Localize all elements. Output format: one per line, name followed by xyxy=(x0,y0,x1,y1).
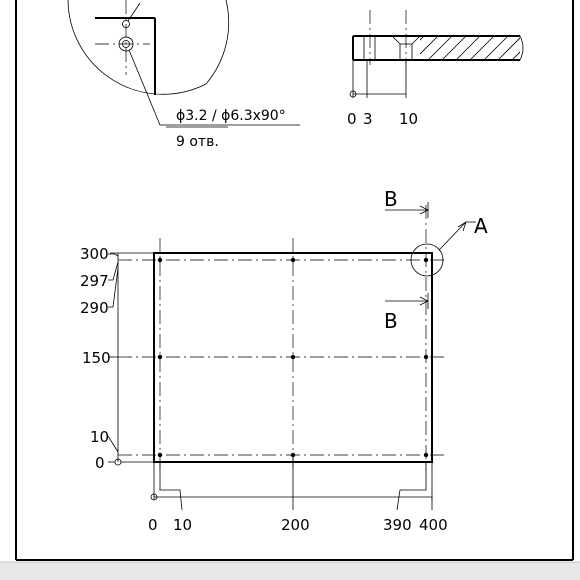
y-dim-290: 290 xyxy=(80,299,109,317)
y-dim-300: 300 xyxy=(80,245,109,263)
section-dim-10: 10 xyxy=(399,110,419,128)
hole xyxy=(424,453,428,457)
detail-marker-leader xyxy=(439,222,476,250)
countersink-right xyxy=(412,36,420,60)
x-leader-10 xyxy=(160,462,182,510)
detail-view xyxy=(68,0,300,150)
break-line xyxy=(520,36,523,60)
section-dim-0: 0 xyxy=(347,110,357,128)
x-dim-200: 200 xyxy=(281,516,310,534)
hole xyxy=(424,355,428,359)
x-dim-390: 390 xyxy=(383,516,412,534)
hole-callout: ϕ3.2 / ϕ6.3x90° xyxy=(176,108,286,124)
y-leader-290 xyxy=(108,268,118,307)
y-leader-300 xyxy=(108,254,118,256)
section-hatching xyxy=(400,36,536,60)
countersink-left xyxy=(392,36,400,60)
y-leader-10 xyxy=(108,436,118,452)
hole xyxy=(291,355,295,359)
section-dim-3: 3 xyxy=(363,110,373,128)
x-dim-0: 0 xyxy=(148,516,158,534)
section-label-bottom: B xyxy=(384,309,398,333)
detail-label-a: A xyxy=(474,214,488,238)
hole xyxy=(424,258,428,262)
hole xyxy=(158,355,162,359)
x-leader-390 xyxy=(397,462,426,510)
section-label-top: B xyxy=(384,187,398,211)
hole xyxy=(291,258,295,262)
y-dim-0: 0 xyxy=(95,454,105,472)
x-dim-10: 10 xyxy=(173,516,193,534)
hole xyxy=(158,258,162,262)
x-dim-400: 400 xyxy=(419,516,448,534)
detail-circle xyxy=(68,0,229,94)
hole-count: 9 отв. xyxy=(176,134,219,150)
y-dim-297: 297 xyxy=(80,272,109,290)
section-view xyxy=(347,10,536,128)
hole xyxy=(158,453,162,457)
plan-view xyxy=(80,187,488,534)
y-dim-10: 10 xyxy=(90,428,110,446)
y-dim-150: 150 xyxy=(82,349,111,367)
